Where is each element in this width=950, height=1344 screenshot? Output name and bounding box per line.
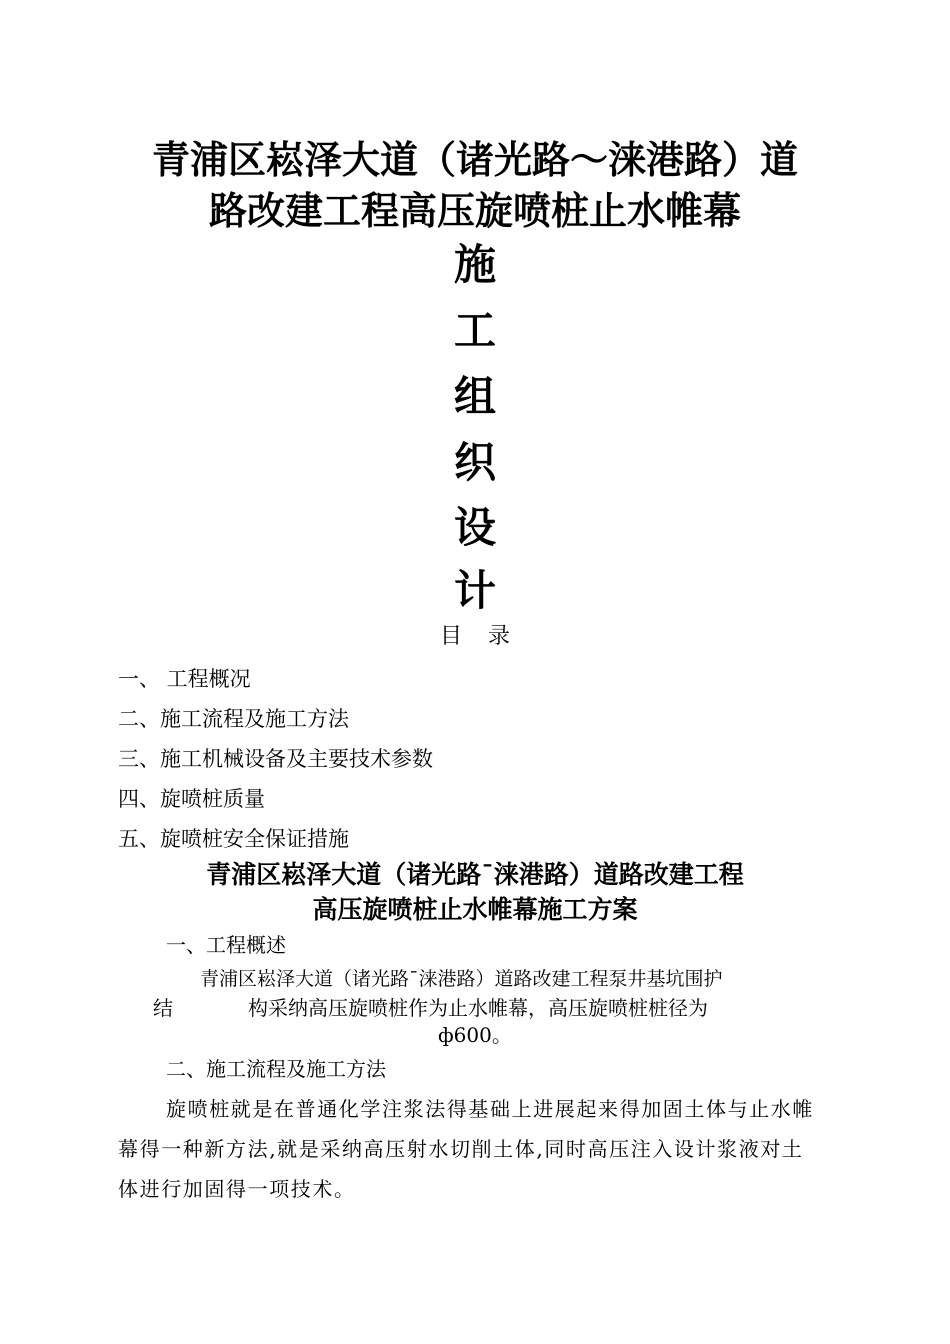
vertical-title-char: 设 [453,503,496,552]
plan-title-line-2: 高压旋喷桩止水帷幕施工方案 [312,895,638,924]
section-2-heading: 二、施工流程及施工方法 [166,1057,386,1081]
section-1-text-line: 青浦区崧泽大道（诸光路¯涞港路）道路改建工程泵井基坑围护 [200,968,723,990]
toc-item: 三、施工机械设备及主要技术参数 [118,747,433,771]
section-2-paragraph: 旋喷桩就是在普通化学注浆法得基础上进展起来得加固土体与止水帷幕得一种新方法,就是采纳高压射水切削土体,同时高压注入设计浆液对土体进行加固得一项技术。 [118,1097,814,1201]
toc-item: 一、 工程概况 [118,667,251,691]
cover-title-line-2: 路改建工程高压旋喷桩止水帷幕 [208,189,741,233]
vertical-title-char: 施 [453,240,496,289]
section-1-heading: 一、工程概述 [166,933,286,957]
toc-item: 四、旋喷桩质量 [118,787,265,811]
vertical-title-char: 组 [453,372,496,421]
toc-heading: 目录 [439,624,536,649]
section-1-text-line: 构采纳高压旋喷桩作为止水帷幕，高压旋喷桩桩径为 [248,996,708,1020]
section-1-text-line: ф600。 [438,1023,512,1047]
vertical-title-char: 织 [453,438,496,487]
cover-title-line-1: 青浦区崧泽大道（诸光路～涞港路）道 [151,138,798,182]
section-1-text-line: 结 [153,996,173,1020]
toc-item: 五、旋喷桩安全保证措施 [118,827,349,851]
plan-title-line-1: 青浦区崧泽大道（诸光路¯涞港路）道路改建工程 [206,860,744,889]
vertical-title-char: 工 [453,306,496,355]
toc-item: 二、施工流程及施工方法 [118,707,349,731]
vertical-title-char: 计 [453,566,496,615]
